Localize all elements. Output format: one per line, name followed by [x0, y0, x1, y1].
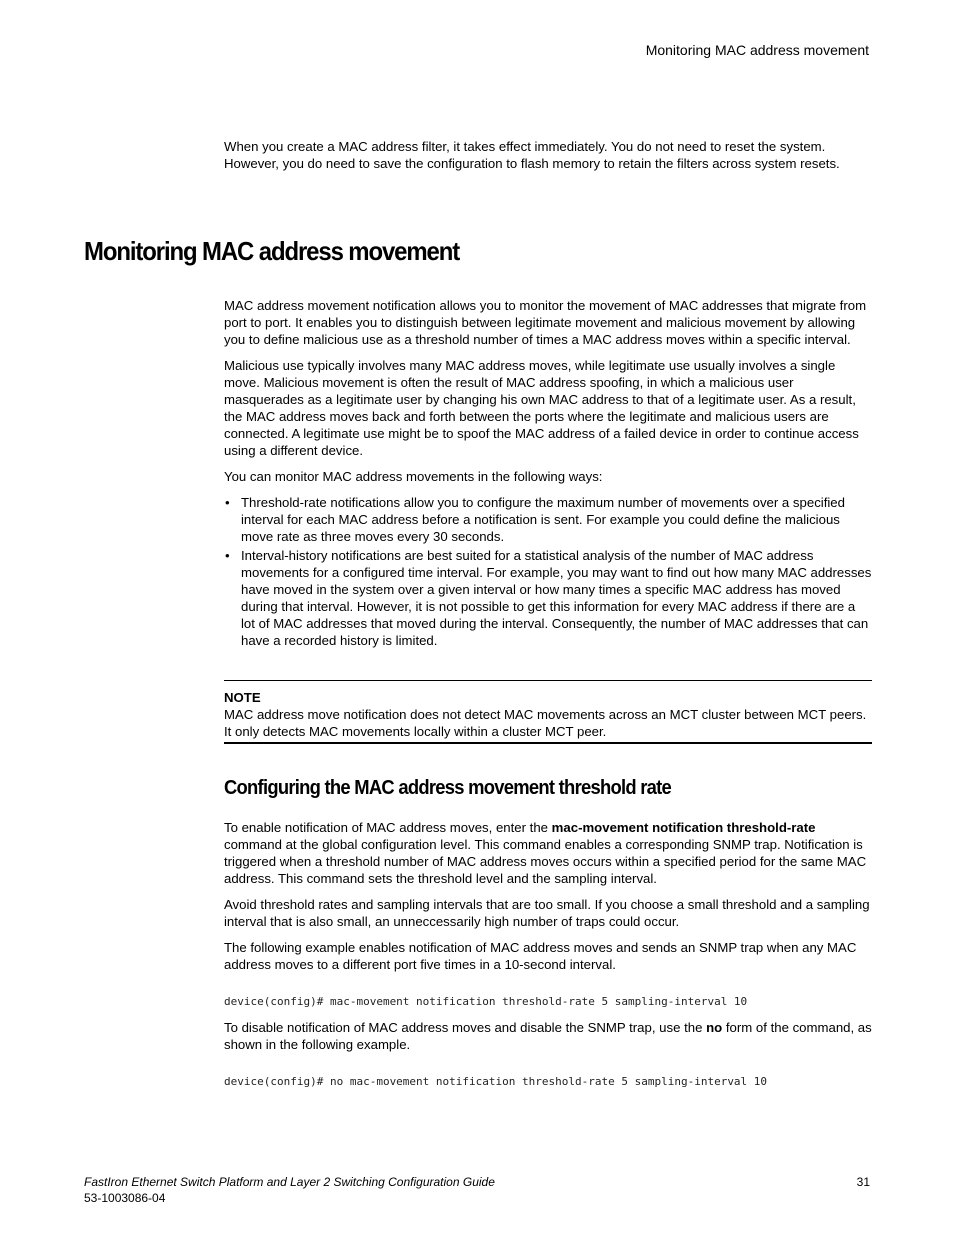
command-keyword: no — [706, 1020, 723, 1035]
list-item — [224, 494, 872, 545]
text-run: form of the command, as shown in the following example. — [224, 1020, 872, 1052]
list-item-text: Interval-history notifications are best suited for a statistical analysis of the number of MAC address movements for a configured time interval. For example, you may want to find out how many MAC addresses have moved in the system over a given interval or how many times a specific MAC address has moved during that interval. However, it is not possible to get this information for every MAC address if there are a lot of MAC addresses that moved during the interval. Consequently, the number of MAC addresses that can have a recorded history is limited. — [241, 548, 872, 648]
main-content — [224, 297, 872, 1099]
page-number: 31 — [856, 1175, 870, 1189]
subsection-heading: Configuring the MAC address movement threshold rate — [224, 777, 672, 799]
running-header: Monitoring MAC address movement — [645, 42, 869, 58]
command-name: mac-movement notification threshold-rate — [551, 820, 816, 835]
body-paragraph: Avoid threshold rates and sampling intervals that are too small. If you choose a small threshold and a sampling interval that is also small, an unneccessarily high number of traps could occur. — [224, 897, 870, 929]
bullet-list — [224, 494, 872, 649]
document-number: 53-1003086-04 — [84, 1191, 166, 1205]
list-item-text: Threshold-rate notifications allow you to configure the maximum number of movements over a specified interval for each MAC address before a notification is sent. For example you could define the malicious move rate as three moves every 30 seconds. — [241, 495, 845, 544]
note-box — [224, 680, 872, 744]
bullet-icon: • — [225, 495, 230, 510]
guide-title: FastIron Ethernet Switch Platform and Layer 2 Switching Configuration Guide — [84, 1175, 495, 1189]
intro-paragraph: When you create a MAC address filter, it takes effect immediately. You do not need to reset the system. However, you do need to save the configuration to flash memory to retain the filters across system resets. — [224, 139, 840, 171]
note-title: NOTE — [224, 690, 261, 705]
note-text: MAC address move notification does not detect MAC movements across an MCT cluster between MCT peers. It only detects MAC movements locally within a cluster MCT peer. — [224, 707, 867, 739]
code-example: device(config)# mac-movement notification threshold-rate 5 sampling-interval 10 — [224, 995, 748, 1008]
page-footer — [84, 1174, 870, 1206]
body-paragraph — [224, 1019, 872, 1053]
text-run: command at the global configuration level. This command enables a corresponding SNMP trap. Notification is triggered when a threshold number of MAC address moves occurs within a specified period for the same MAC address. This command sets the threshold level and the sampling interval. — [224, 837, 867, 886]
body-paragraph: Malicious use typically involves many MAC address moves, while legitimate use usually involves a single move. Malicious movement is often the result of MAC address spoofing, in which a malicious user masquerades as a legitimate user by changing his own MAC address to that of a legitimate user. As a result, the MAC address moves back and forth between the ports where the legitimate and malicious users are connected. A legitimate use might be to spoof the MAC address of a failed device in order to continue access using a different device. — [224, 358, 859, 458]
body-paragraph: MAC address movement notification allows you to monitor the movement of MAC addresses that migrate from port to port. It enables you to distinguish between legitimate movement and malicious movement by allowing you to define malicious use as a threshold number of times a MAC address moves within a specific interval. — [224, 298, 867, 347]
body-paragraph: The following example enables notification of MAC address moves and sends an SNMP trap when any MAC address moves to a different port five times in a 10-second interval. — [224, 940, 857, 972]
text-run: To disable notification of MAC address moves and disable the SNMP trap, use the — [224, 1020, 707, 1035]
body-paragraph: You can monitor MAC address movements in the following ways: — [224, 469, 603, 484]
text-run: To enable notification of MAC address moves, enter the — [224, 820, 552, 835]
bullet-icon: • — [225, 548, 230, 563]
section-heading: Monitoring MAC address movement — [84, 236, 460, 266]
body-paragraph — [224, 819, 872, 887]
code-example: device(config)# no mac-movement notification threshold-rate 5 sampling-interval 10 — [224, 1075, 768, 1088]
list-item — [224, 547, 872, 649]
